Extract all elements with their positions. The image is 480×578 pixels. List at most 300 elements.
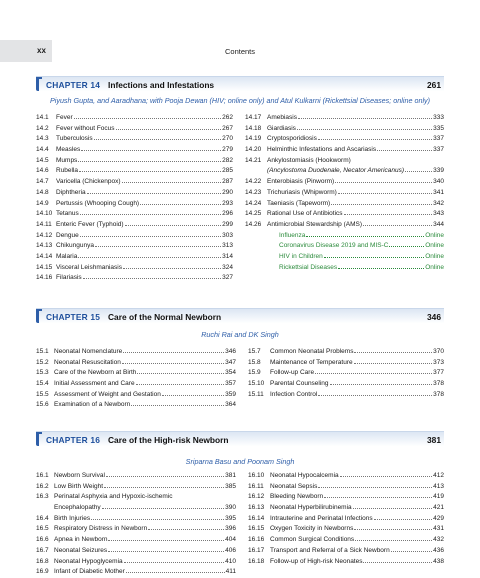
toc-entry[interactable] bbox=[36, 400, 236, 411]
page-number: xx bbox=[37, 46, 46, 55]
entry-page: 337 bbox=[433, 135, 444, 143]
toc-entry[interactable] bbox=[36, 567, 236, 578]
leader-dots bbox=[363, 225, 432, 226]
chapter-title[interactable]: Care of the High-risk Newborn bbox=[108, 435, 229, 445]
entry-row bbox=[54, 358, 236, 369]
entry-title: Neonatal Seizures bbox=[54, 546, 108, 554]
entry-title: Influenza bbox=[279, 231, 306, 239]
leader-dots bbox=[331, 204, 432, 205]
section-number: 14.1 bbox=[36, 114, 49, 121]
entry-body bbox=[279, 241, 444, 252]
entry-page: 293 bbox=[222, 199, 233, 207]
entry-row bbox=[56, 209, 233, 220]
section-number: 14.15 bbox=[36, 263, 53, 271]
entry-body bbox=[270, 503, 444, 514]
section-number: 16.14 bbox=[248, 514, 265, 522]
entry-title: Initial Assessment and Care bbox=[54, 380, 135, 388]
toc-entry[interactable] bbox=[245, 199, 444, 210]
leader-dots bbox=[126, 572, 225, 573]
entry-row bbox=[54, 557, 236, 568]
entry-page: 290 bbox=[222, 188, 233, 196]
section-number: 16.12 bbox=[248, 493, 265, 501]
chapter-page-number: 261 bbox=[427, 80, 441, 90]
entry-row bbox=[279, 252, 444, 263]
toc-entry[interactable] bbox=[36, 514, 236, 525]
entry-body bbox=[267, 188, 444, 199]
toc-entry[interactable] bbox=[36, 188, 233, 199]
entry-body bbox=[270, 514, 444, 525]
section-number: 14.16 bbox=[36, 274, 53, 282]
entry-title-cont: (Ancylostoma Duodenale, Necator Americanus) bbox=[267, 167, 405, 175]
toc-entry[interactable] bbox=[248, 358, 444, 369]
entry-page: 381 bbox=[225, 472, 236, 479]
toc-entry[interactable] bbox=[36, 482, 236, 493]
entry-title: Maintenance of Temperature bbox=[270, 358, 353, 366]
leader-dots bbox=[391, 551, 432, 552]
entry-title: Filariasis bbox=[56, 274, 82, 282]
entry-row bbox=[270, 524, 444, 535]
leader-dots bbox=[353, 508, 432, 509]
chapter-page-number: 381 bbox=[427, 435, 441, 445]
leader-dots bbox=[318, 487, 432, 488]
entry-body bbox=[270, 347, 444, 358]
leader-dots bbox=[104, 487, 224, 488]
entry-row bbox=[267, 177, 444, 188]
section-number: 16.8 bbox=[36, 557, 49, 565]
toc-entry[interactable] bbox=[248, 471, 444, 482]
entry-row bbox=[56, 273, 233, 284]
entry-row bbox=[56, 166, 233, 177]
toc-entry[interactable] bbox=[36, 535, 236, 546]
entry-title: Enterobiasis (Pinworm) bbox=[267, 178, 335, 186]
section-number: 16.13 bbox=[248, 504, 265, 512]
section-number: 15.6 bbox=[36, 401, 49, 409]
entry-body bbox=[56, 220, 233, 231]
toc-entry[interactable] bbox=[245, 220, 444, 231]
entry-row bbox=[56, 188, 233, 199]
entry-row bbox=[270, 347, 444, 358]
toc-entry[interactable] bbox=[36, 471, 236, 482]
toc-entry[interactable] bbox=[36, 273, 233, 284]
toc-entry[interactable] bbox=[36, 177, 233, 188]
entry-page: 299 bbox=[222, 220, 233, 228]
entry-body bbox=[267, 134, 444, 145]
section-number: 15.1 bbox=[36, 348, 49, 355]
section-number: 14.17 bbox=[245, 114, 262, 121]
entry-page: 347 bbox=[225, 358, 236, 366]
section-number: 14.20 bbox=[245, 146, 262, 154]
entry-body bbox=[54, 546, 236, 557]
entry-page: 340 bbox=[433, 178, 444, 186]
entry-page: 438 bbox=[433, 557, 444, 565]
leader-dots bbox=[318, 395, 432, 396]
leader-dots bbox=[162, 395, 224, 396]
entry-title: Newborn Survival bbox=[54, 472, 105, 479]
toc-entry[interactable] bbox=[245, 241, 444, 252]
entry-page: 270 bbox=[222, 135, 233, 143]
entry-title: Amebiasis bbox=[267, 114, 297, 121]
section-number: 14.8 bbox=[36, 188, 49, 196]
entry-row bbox=[54, 503, 236, 514]
entry-row bbox=[270, 482, 444, 493]
entry-row bbox=[270, 557, 444, 568]
entry-page: 267 bbox=[222, 124, 233, 132]
toc-column-left bbox=[36, 113, 233, 284]
leader-dots bbox=[106, 476, 224, 477]
entry-body bbox=[56, 252, 233, 263]
entry-row bbox=[279, 231, 444, 242]
toc-entry[interactable] bbox=[36, 358, 236, 369]
entry-title: Perinatal Asphyxia and Hypoxic-ischemic bbox=[54, 493, 173, 501]
entry-title: Antimicrobial Stewardship (AMS) bbox=[267, 220, 363, 228]
entry-row bbox=[56, 263, 233, 274]
toc-entry[interactable] bbox=[36, 557, 236, 568]
entry-row bbox=[270, 546, 444, 557]
entry-row bbox=[56, 199, 233, 210]
toc-entry[interactable] bbox=[36, 263, 233, 274]
entry-title: Examination of a Newborn bbox=[54, 401, 131, 409]
entry-title: Varicella (Chickenpox) bbox=[56, 178, 121, 186]
entry-body bbox=[54, 492, 236, 513]
toc-entry[interactable] bbox=[36, 368, 236, 379]
entry-row bbox=[56, 124, 233, 135]
entry-body bbox=[54, 482, 236, 493]
entry-title: Rubella bbox=[56, 167, 79, 175]
entry-page: 354 bbox=[225, 369, 236, 377]
leader-dots bbox=[377, 150, 432, 151]
toc-entry[interactable] bbox=[248, 492, 444, 503]
toc-entry[interactable] bbox=[248, 535, 444, 546]
toc-entry[interactable] bbox=[36, 347, 236, 358]
leader-dots bbox=[95, 246, 221, 247]
leader-dots bbox=[318, 139, 432, 140]
entry-title: Ankylostomiasis (Hookworm) bbox=[267, 156, 351, 164]
section-number: 14.4 bbox=[36, 146, 49, 154]
section-number: 16.16 bbox=[248, 536, 265, 544]
entry-page: 413 bbox=[433, 482, 444, 490]
entry-title: Chikungunya bbox=[56, 242, 94, 250]
entry-body bbox=[54, 379, 236, 390]
entry-page: 410 bbox=[225, 557, 236, 565]
entry-body bbox=[54, 347, 236, 358]
entry-page: Online bbox=[425, 231, 444, 239]
section-number: 16.5 bbox=[36, 525, 49, 533]
toc-entry[interactable] bbox=[245, 177, 444, 188]
entry-title: Neonatal Hypoglycemia bbox=[54, 557, 123, 565]
leader-dots bbox=[148, 529, 224, 530]
section-number: 14.25 bbox=[245, 210, 262, 218]
entry-title: Infant of Diabetic Mother bbox=[54, 568, 125, 576]
entry-title: Neonatal Sepsis bbox=[270, 482, 318, 490]
entry-body bbox=[270, 535, 444, 546]
entry-row bbox=[267, 199, 444, 210]
leader-dots bbox=[123, 268, 221, 269]
leader-dots bbox=[78, 161, 221, 162]
entry-title: Helminthic Infestations and Ascariasis bbox=[267, 146, 377, 154]
entry-page: 412 bbox=[433, 472, 444, 479]
toc-entry[interactable] bbox=[245, 231, 444, 242]
entry-body bbox=[56, 134, 233, 145]
heading-accent bbox=[36, 79, 39, 91]
toc-entry[interactable] bbox=[248, 368, 444, 379]
running-title: Contents bbox=[224, 47, 256, 56]
entry-row bbox=[270, 379, 444, 390]
entry-page: 342 bbox=[433, 199, 444, 207]
toc-entry[interactable] bbox=[36, 124, 233, 135]
entry-page: 364 bbox=[225, 401, 236, 409]
leader-dots bbox=[80, 214, 221, 215]
section-number: 15.2 bbox=[36, 358, 49, 366]
entry-title: Intrauterine and Perinatal Infections bbox=[270, 514, 373, 522]
leader-dots bbox=[140, 204, 221, 205]
entry-body bbox=[267, 156, 444, 177]
section-number: 14.12 bbox=[36, 231, 53, 239]
toc-entry[interactable] bbox=[36, 546, 236, 557]
entry-page: 431 bbox=[433, 525, 444, 533]
leader-dots bbox=[354, 352, 432, 353]
entry-title: Cryptosporidiosis bbox=[267, 135, 317, 143]
toc-column-left bbox=[36, 347, 236, 411]
entry-title: Rickettsial Diseases bbox=[279, 263, 338, 271]
entry-title: Malaria bbox=[56, 252, 78, 260]
entry-title: Tetanus bbox=[56, 210, 79, 218]
toc-entry[interactable] bbox=[248, 390, 444, 401]
toc-column-right bbox=[245, 113, 444, 273]
entry-row bbox=[267, 188, 444, 199]
leader-dots bbox=[102, 508, 225, 509]
toc-entry[interactable] bbox=[248, 557, 444, 568]
section-number: 15.7 bbox=[248, 348, 261, 355]
section-number: 14.11 bbox=[36, 220, 52, 228]
entry-title: Transport and Referral of a Sick Newborn bbox=[270, 546, 390, 554]
entry-row bbox=[56, 177, 233, 188]
toc-entry[interactable] bbox=[245, 252, 444, 263]
leader-dots bbox=[87, 193, 222, 194]
toc-entry[interactable] bbox=[248, 482, 444, 493]
entry-page: 343 bbox=[433, 210, 444, 218]
entry-row bbox=[54, 390, 236, 401]
entry-page: 313 bbox=[222, 242, 233, 250]
toc-entry[interactable] bbox=[245, 145, 444, 156]
leader-dots bbox=[122, 182, 222, 183]
entry-page: 390 bbox=[225, 504, 236, 512]
toc-entry[interactable] bbox=[36, 220, 233, 231]
entry-title: Measles bbox=[56, 146, 81, 154]
entry-row bbox=[54, 471, 236, 482]
entry-title: Giardiasis bbox=[267, 124, 296, 132]
entry-page: 421 bbox=[433, 504, 444, 512]
entry-row bbox=[270, 471, 444, 482]
toc-entry[interactable] bbox=[248, 379, 444, 390]
entry-page: 335 bbox=[433, 124, 444, 132]
toc-entry[interactable] bbox=[245, 209, 444, 220]
entry-page: Online bbox=[425, 263, 444, 271]
section-number: 14.21 bbox=[245, 156, 262, 164]
toc-entry[interactable] bbox=[36, 209, 233, 220]
leader-dots bbox=[354, 363, 433, 364]
toc-entry[interactable] bbox=[245, 156, 444, 177]
section-number: 14.23 bbox=[245, 188, 262, 196]
toc-entry[interactable] bbox=[245, 188, 444, 199]
entry-body bbox=[54, 390, 236, 401]
entry-row bbox=[267, 145, 444, 156]
entry-page: 333 bbox=[433, 114, 444, 121]
toc-entry[interactable] bbox=[36, 199, 233, 210]
chapter-title[interactable]: Care of the Normal Newborn bbox=[108, 312, 222, 322]
entry-page: 373 bbox=[433, 358, 444, 366]
entry-title: Visceral Leishmaniasis bbox=[56, 263, 122, 271]
entry-title: Tuberculosis bbox=[56, 135, 93, 143]
toc-column-left bbox=[36, 471, 236, 578]
section-number: 14.13 bbox=[36, 242, 53, 250]
leader-dots bbox=[354, 529, 432, 530]
toc-entry[interactable] bbox=[36, 492, 236, 513]
entry-body bbox=[270, 390, 444, 401]
entry-row bbox=[56, 145, 233, 156]
entry-row bbox=[270, 514, 444, 525]
chapter-label: CHAPTER 15 bbox=[46, 312, 101, 322]
entry-title: Neonatal Nomenclature bbox=[54, 348, 123, 355]
entry-row bbox=[270, 390, 444, 401]
leader-dots bbox=[363, 562, 432, 563]
entry-row bbox=[54, 400, 236, 411]
entry-page: 395 bbox=[225, 514, 236, 522]
entry-body bbox=[267, 209, 444, 220]
leader-dots bbox=[78, 257, 221, 258]
entry-body bbox=[267, 124, 444, 135]
entry-page: 385 bbox=[225, 482, 236, 490]
entry-body bbox=[279, 231, 444, 242]
entry-row bbox=[56, 241, 233, 252]
entry-title: Parental Counseling bbox=[270, 380, 329, 388]
leader-dots bbox=[306, 236, 424, 237]
entry-title: Follow-up Care bbox=[270, 369, 315, 377]
toc-column-right bbox=[248, 347, 444, 400]
entry-body bbox=[54, 368, 236, 379]
entry-page: 436 bbox=[433, 546, 444, 554]
leader-dots bbox=[131, 405, 224, 406]
section-number: 14.2 bbox=[36, 124, 49, 132]
entry-title: Mumps bbox=[56, 156, 78, 164]
chapter-title[interactable]: Infections and Infestations bbox=[108, 80, 215, 90]
entry-title: Common Neonatal Problems bbox=[270, 348, 354, 355]
section-number: 16.18 bbox=[248, 557, 265, 565]
toc-entry[interactable] bbox=[36, 156, 233, 167]
entry-page: 359 bbox=[225, 390, 236, 398]
section-number: 16.10 bbox=[248, 472, 265, 479]
entry-body bbox=[270, 379, 444, 390]
entry-page: 314 bbox=[222, 252, 233, 260]
toc-entry[interactable] bbox=[245, 124, 444, 135]
entry-page: 285 bbox=[222, 167, 233, 175]
toc-entry[interactable] bbox=[36, 252, 233, 263]
leader-dots bbox=[324, 497, 432, 498]
toc-entry[interactable] bbox=[245, 134, 444, 145]
entry-row bbox=[270, 535, 444, 546]
entry-page: 262 bbox=[222, 114, 233, 121]
toc-entry[interactable] bbox=[36, 390, 236, 401]
toc-entry[interactable] bbox=[248, 503, 444, 514]
entry-page: Online bbox=[425, 252, 444, 260]
toc-entry[interactable] bbox=[248, 347, 444, 358]
entry-page: 337 bbox=[433, 146, 444, 154]
leader-dots bbox=[124, 562, 224, 563]
entry-row bbox=[56, 113, 233, 124]
toc-entry[interactable] bbox=[36, 231, 233, 242]
entry-row bbox=[279, 263, 444, 274]
leader-dots bbox=[405, 171, 432, 172]
toc-entry[interactable] bbox=[36, 524, 236, 535]
entry-body bbox=[270, 546, 444, 557]
toc-entry[interactable] bbox=[36, 113, 233, 124]
entry-body bbox=[54, 400, 236, 411]
entry-body bbox=[56, 199, 233, 210]
entry-title: Taeniasis (Tapeworm) bbox=[267, 199, 331, 207]
entry-page: 341 bbox=[433, 188, 444, 196]
section-number: 14.24 bbox=[245, 199, 262, 207]
entry-body bbox=[270, 557, 444, 568]
leader-dots bbox=[137, 373, 224, 374]
toc-entry[interactable] bbox=[36, 241, 233, 252]
entry-body bbox=[279, 263, 444, 274]
leader-dots bbox=[94, 139, 222, 140]
toc-entry[interactable] bbox=[248, 524, 444, 535]
leader-dots bbox=[338, 268, 424, 269]
toc-entry[interactable] bbox=[36, 379, 236, 390]
entry-row bbox=[54, 567, 236, 578]
entry-body bbox=[54, 557, 236, 568]
toc-entry[interactable] bbox=[248, 546, 444, 557]
entry-body bbox=[54, 567, 236, 578]
entry-title: Rational Use of Antibiotics bbox=[267, 210, 343, 218]
section-number: 14.5 bbox=[36, 156, 49, 164]
entry-title: Diphtheria bbox=[56, 188, 86, 196]
section-number: 16.15 bbox=[248, 525, 265, 533]
entry-body bbox=[270, 482, 444, 493]
entry-title: Follow-up of High-risk Neonates bbox=[270, 557, 363, 565]
page-header bbox=[0, 0, 480, 62]
leader-dots bbox=[355, 540, 432, 541]
toc-column-right bbox=[248, 471, 444, 567]
entry-page: 432 bbox=[433, 536, 444, 544]
entry-title-cont: Encephalopathy bbox=[54, 504, 101, 512]
section-number: 16.1 bbox=[36, 472, 49, 479]
toc-entry[interactable] bbox=[245, 263, 444, 274]
entry-page: 346 bbox=[225, 348, 236, 355]
section-number: 14.18 bbox=[245, 124, 262, 132]
leader-dots bbox=[335, 182, 432, 183]
entry-page: 357 bbox=[225, 380, 236, 388]
toc-entry[interactable] bbox=[36, 166, 233, 177]
leader-dots bbox=[116, 129, 222, 130]
entry-title: Oxygen Toxicity in Newborns bbox=[270, 525, 354, 533]
chapter-heading bbox=[36, 431, 444, 448]
toc-entry[interactable] bbox=[245, 113, 444, 124]
entry-body bbox=[270, 492, 444, 503]
entry-body bbox=[54, 524, 236, 535]
entry-row bbox=[270, 492, 444, 503]
entry-body bbox=[56, 241, 233, 252]
toc-entry[interactable] bbox=[36, 134, 233, 145]
entry-body bbox=[56, 166, 233, 177]
entry-row bbox=[267, 124, 444, 135]
toc-entry[interactable] bbox=[36, 145, 233, 156]
entry-row bbox=[54, 535, 236, 546]
toc-entry[interactable] bbox=[248, 514, 444, 525]
entry-row bbox=[267, 166, 444, 177]
entry-row bbox=[267, 113, 444, 124]
entry-page: 378 bbox=[433, 380, 444, 388]
